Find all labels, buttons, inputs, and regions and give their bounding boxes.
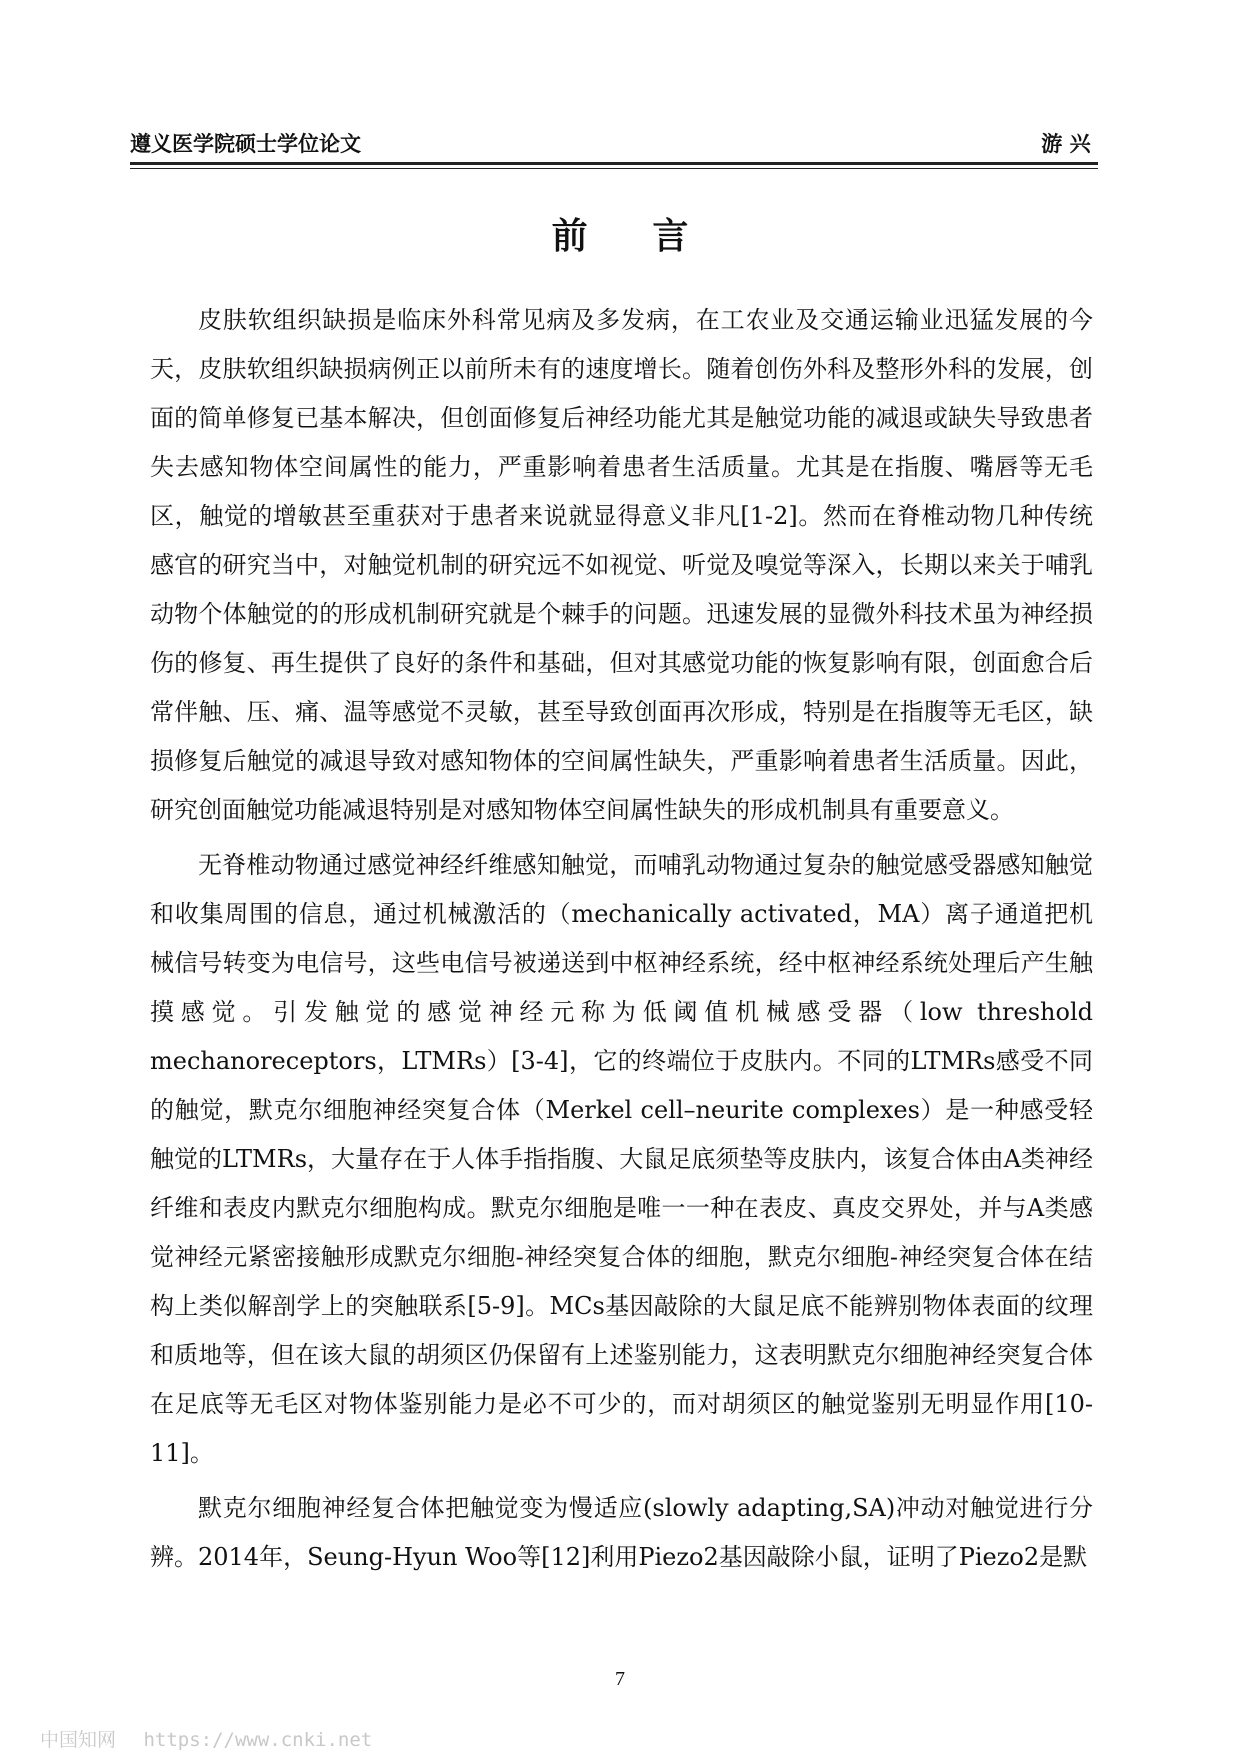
header-rule-thick (130, 162, 1098, 165)
watermark-url: https://www.cnki.net (143, 1729, 373, 1751)
paragraph-3: 默克尔细胞神经复合体把触觉变为慢适应(slowly adapting,SA)冲动对触觉进行分辨。2014年，Seung-Hyun Woo等[12]利用Piezo2基因敲除小鼠，证明了Piezo2是默 (150, 1494, 1093, 1571)
paragraph-2: 无脊椎动物通过感觉神经纤维感知触觉，而哺乳动物通过复杂的触觉感受器感知触觉和收集周围的信息，通过机械激活的（mechanically activated，MA）离子通道把机械信号转变为电信号，这些电信号被递送到中枢神经系统，经中枢神经系统处理后产生触摸感觉。引发触觉的感觉神经元称为低阈值机械感受器（low threshold mechanoreceptors，LTMRs）[3-4]，它的终端位于皮肤内。不同的LTMRs感受不同的触觉，默克尔细胞神经突复合体（Merkel cell–neurite complexes）是一种感受轻触觉的LTMRs，大量存在于人体手指指腹、大鼠足底须垫等皮肤内，该复合体由A类神经纤维和表皮内默克尔细胞构成。默克尔细胞是唯一一种在表皮、真皮交界处，并与A类感觉神经元紧密接触形成默克尔细胞-神经突复合体的细胞，默克尔细胞-神经突复合体在结构上类似解剖学上的突触联系[5-9]。MCs基因敲除的大鼠足底不能辨别物体表面的纹理和质地等，但在该大鼠的胡须区仍保留有上述鉴别能力，这表明默克尔细胞神经突复合体在足底等无毛区对物体鉴别能力是必不可少的，而对胡须区的触觉鉴别无明显作用[10-11]。 (150, 851, 1093, 1467)
running-header (130, 128, 1098, 162)
watermark-brand: 中国知网 (40, 1729, 117, 1751)
section-title: 前言 (551, 216, 754, 257)
paragraph-1: 皮肤软组织缺损是临床外科常见病及多发病，在工农业及交通运输业迅猛发展的今天，皮肤软组织缺损病例正以前所未有的速度增长。随着创伤外科及整形外科的发展，创面的简单修复已基本解决，但创面修复后神经功能尤其是触觉功能的减退或缺失导致患者失去感知物体空间属性的能力，严重影响着患者生活质量。尤其是在指腹、嘴唇等无毛区，触觉的增敏甚至重获对于患者来说就显得意义非凡[1-2]。然而在脊椎动物几种传统感官的研究当中，对触觉机制的研究远不如视觉、听觉及嗅觉等深入，长期以来关于哺乳动物个体触觉的的形成机制研究就是个棘手的问题。迅速发展的显微外科技术虽为神经损伤的修复、再生提供了良好的条件和基础，但对其感觉功能的恢复影响有限，创面愈合后常伴触、压、痛、温等感觉不灵敏，甚至导致创面再次形成，特别是在指腹等无毛区，缺损修复后触觉的减退导致对感知物体的空间属性缺失，严重影响着患者生活质量。因此，研究创面触觉功能减退特别是对感知物体空间属性缺失的形成机制具有重要意义。 (150, 306, 1093, 824)
page-number: 7 (615, 1668, 625, 1690)
header-rule-thin (130, 168, 1098, 169)
body-text (150, 296, 1093, 1588)
watermark (40, 1725, 388, 1752)
header-author: 游兴 (1041, 132, 1098, 156)
header-thesis-title: 遵义医学院硕士学位论文 (130, 132, 361, 156)
